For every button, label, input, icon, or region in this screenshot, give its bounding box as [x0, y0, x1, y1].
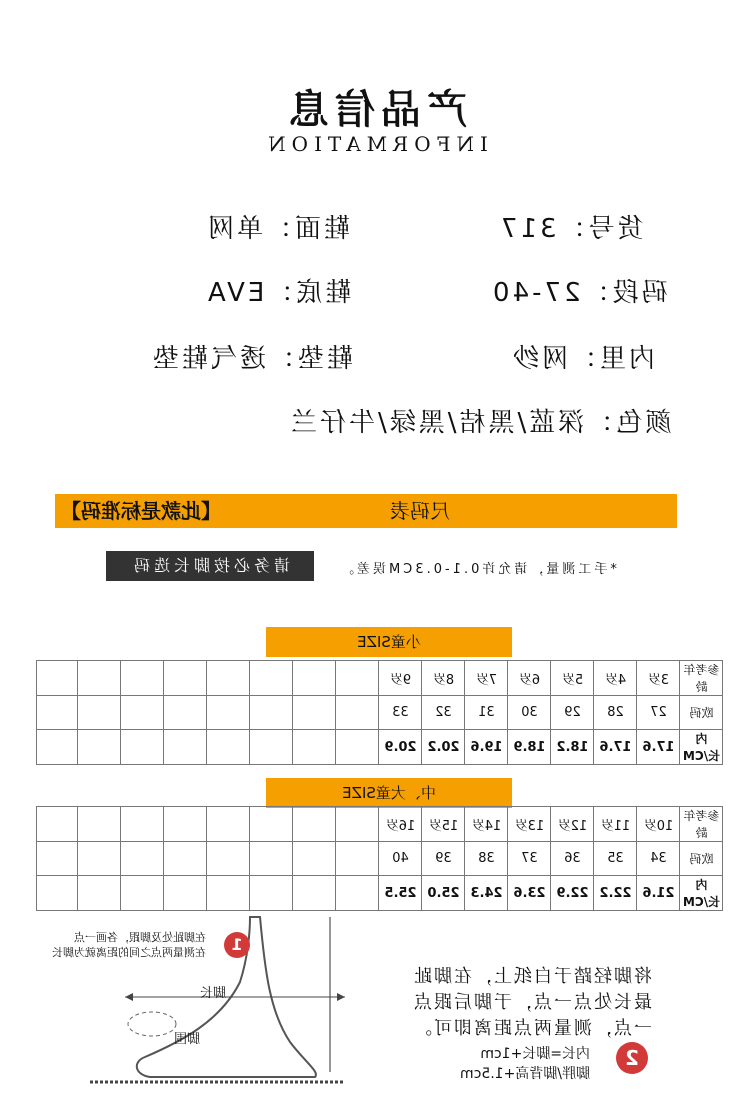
table-cell: 18.2	[551, 730, 594, 765]
table-cell: 18.9	[508, 730, 551, 765]
foot-girth-label: 脚围	[174, 1032, 201, 1047]
table-cell: 27	[637, 696, 680, 730]
step-1-badge: 1	[224, 932, 250, 958]
info-item-size-range	[490, 272, 668, 309]
table-cell: 31	[465, 696, 508, 730]
table-cell	[250, 661, 293, 696]
table-cell	[121, 842, 164, 876]
table-cell: 25.5	[379, 876, 422, 911]
table-row	[37, 696, 750, 730]
step-1-text	[52, 930, 206, 960]
table-cell: 19.6	[465, 730, 508, 765]
info-label: 码段：	[580, 278, 668, 308]
table-cell	[121, 730, 164, 765]
row-label: 内长/CM	[680, 730, 723, 765]
table-cell: 14岁	[465, 807, 508, 842]
table-cell	[336, 807, 379, 842]
table-cell: 20.2	[422, 730, 465, 765]
info-item-lining	[510, 338, 655, 375]
table-row	[37, 807, 750, 842]
table-cell	[78, 876, 121, 911]
table-cell	[250, 807, 293, 842]
table-cell	[336, 730, 379, 765]
table-cell: 28	[594, 696, 637, 730]
table-cell	[336, 696, 379, 730]
info-item-insole	[150, 338, 353, 375]
table-cell: 22.2	[594, 876, 637, 911]
info-label: 货号：	[556, 214, 644, 244]
formulas	[460, 1044, 590, 1084]
table-cell	[293, 696, 336, 730]
standard-size-label: 【此款是标准码】	[61, 499, 221, 523]
row-label: 内长/CM	[680, 876, 723, 911]
table-cell: 23.6	[508, 876, 551, 911]
table-cell	[78, 807, 121, 842]
table-cell	[78, 696, 121, 730]
info-value: 网纱	[510, 344, 569, 374]
table-cell: 30	[508, 696, 551, 730]
table-cell	[293, 661, 336, 696]
table-row	[37, 842, 750, 876]
instruction-line: 将脚轻踏于白纸上，在脚趾	[412, 966, 652, 987]
info-label: 鞋底：	[264, 278, 352, 308]
info-label: 颜色：	[584, 408, 672, 438]
table-cell	[37, 876, 78, 911]
info-item-upper	[205, 208, 350, 245]
foot-length-label: 脚长	[200, 986, 227, 1001]
table-cell	[78, 842, 121, 876]
table-cell	[164, 876, 207, 911]
table-row	[37, 730, 750, 765]
table-cell: 37	[508, 842, 551, 876]
table-cell	[250, 876, 293, 911]
formula-line: 脚胖/脚背高+1.5cm	[460, 1066, 591, 1082]
info-value: 透气鞋垫	[150, 344, 267, 374]
table-cell: 22.9	[551, 876, 594, 911]
table-cell	[293, 807, 336, 842]
table-cell: 32	[422, 696, 465, 730]
table-cell: 10岁	[637, 807, 680, 842]
table-cell: 17.6	[594, 730, 637, 765]
instruction-line: 一点，测量两点距离即可。	[412, 1018, 652, 1039]
size-chart-label: 尺码表	[390, 499, 450, 523]
table-cell	[207, 661, 250, 696]
info-value: EVA	[205, 278, 265, 308]
table-cell: 33	[379, 696, 422, 730]
info-label: 鞋垫：	[266, 344, 354, 374]
table-cell: 29	[551, 696, 594, 730]
info-item-style-no	[498, 208, 644, 245]
table-cell	[37, 696, 78, 730]
step-1-line: 在测量两点之间的距离就为脚长	[52, 946, 206, 959]
table-cell	[250, 730, 293, 765]
table-cell: 24.3	[465, 876, 508, 911]
table-cell: 40	[379, 842, 422, 876]
measure-by-foot-badge: 请务必按脚长选码	[106, 551, 314, 581]
page-title: 产品信息	[283, 87, 467, 133]
measure-instructions	[412, 964, 652, 1042]
table-cell	[250, 842, 293, 876]
info-label: 内里：	[568, 344, 656, 374]
table-row	[37, 876, 750, 911]
table-cell: 12岁	[551, 807, 594, 842]
info-label: 鞋面：	[263, 214, 351, 244]
info-item-color	[288, 402, 671, 439]
table-cell: 8岁	[422, 661, 465, 696]
table-cell	[164, 807, 207, 842]
step-2-badge: 2	[616, 1042, 648, 1074]
table-cell	[293, 876, 336, 911]
table-row	[37, 661, 750, 696]
table-cell: 3岁	[637, 661, 680, 696]
table-cell: 5岁	[551, 661, 594, 696]
table-cell: 20.9	[379, 730, 422, 765]
table-cell	[164, 661, 207, 696]
info-value: 单网	[205, 214, 264, 244]
table-cell	[78, 661, 121, 696]
table-cell	[207, 696, 250, 730]
big-table-title: 中、大童SIZE	[266, 778, 512, 808]
formula-line: 内长=脚长+1cm	[480, 1046, 591, 1062]
table-cell	[121, 696, 164, 730]
table-cell: 16岁	[379, 807, 422, 842]
table-cell	[164, 696, 207, 730]
info-item-sole	[205, 272, 351, 309]
step-1-line: 在脚趾处及脚跟，各画一点	[74, 931, 206, 944]
foot-measure-guide	[0, 912, 750, 1110]
table-cell	[336, 661, 379, 696]
table-cell	[37, 807, 78, 842]
measurement-note: *手工测量，请允许0.1-0.3CM误差。	[338, 562, 617, 577]
table-cell: 7岁	[465, 661, 508, 696]
instruction-line: 最长处点一点，于脚后跟点	[412, 992, 652, 1013]
table-cell: 15岁	[422, 807, 465, 842]
table-cell	[37, 842, 78, 876]
table-cell	[207, 842, 250, 876]
table-cell	[121, 661, 164, 696]
table-cell	[207, 876, 250, 911]
table-cell: 35	[594, 842, 637, 876]
table-cell	[164, 730, 207, 765]
table-cell	[37, 661, 78, 696]
big-size-table	[36, 806, 750, 911]
table-cell	[78, 730, 121, 765]
table-cell: 25.0	[422, 876, 465, 911]
table-cell: 11岁	[594, 807, 637, 842]
small-table-title: 小童SIZE	[266, 627, 512, 657]
table-cell: 17.6	[637, 730, 680, 765]
table-cell: 9岁	[379, 661, 422, 696]
table-cell	[164, 842, 207, 876]
row-label: 欧码	[680, 696, 723, 730]
table-cell	[121, 876, 164, 911]
row-label: 参考年龄	[680, 807, 723, 842]
table-cell	[293, 842, 336, 876]
table-cell: 4岁	[594, 661, 637, 696]
table-cell: 36	[551, 842, 594, 876]
table-cell: 6岁	[508, 661, 551, 696]
small-size-table	[36, 660, 750, 765]
table-cell	[336, 842, 379, 876]
size-chart-banner	[55, 494, 677, 528]
row-label: 欧码	[680, 842, 723, 876]
row-label: 参考年龄	[680, 661, 723, 696]
table-cell	[250, 696, 293, 730]
table-cell	[37, 730, 78, 765]
table-cell	[207, 730, 250, 765]
info-value: 317	[498, 214, 557, 244]
table-cell	[293, 730, 336, 765]
table-cell	[207, 807, 250, 842]
table-cell	[121, 807, 164, 842]
table-cell: 34	[637, 842, 680, 876]
info-value: 27-40	[490, 278, 581, 308]
page-subtitle: INFORMATION	[262, 132, 488, 156]
table-cell	[336, 876, 379, 911]
table-cell: 39	[422, 842, 465, 876]
info-value: 深蓝/黑桔/黑绿/牛仔兰	[288, 408, 585, 438]
table-cell: 21.6	[637, 876, 680, 911]
table-cell: 38	[465, 842, 508, 876]
table-cell: 13岁	[508, 807, 551, 842]
